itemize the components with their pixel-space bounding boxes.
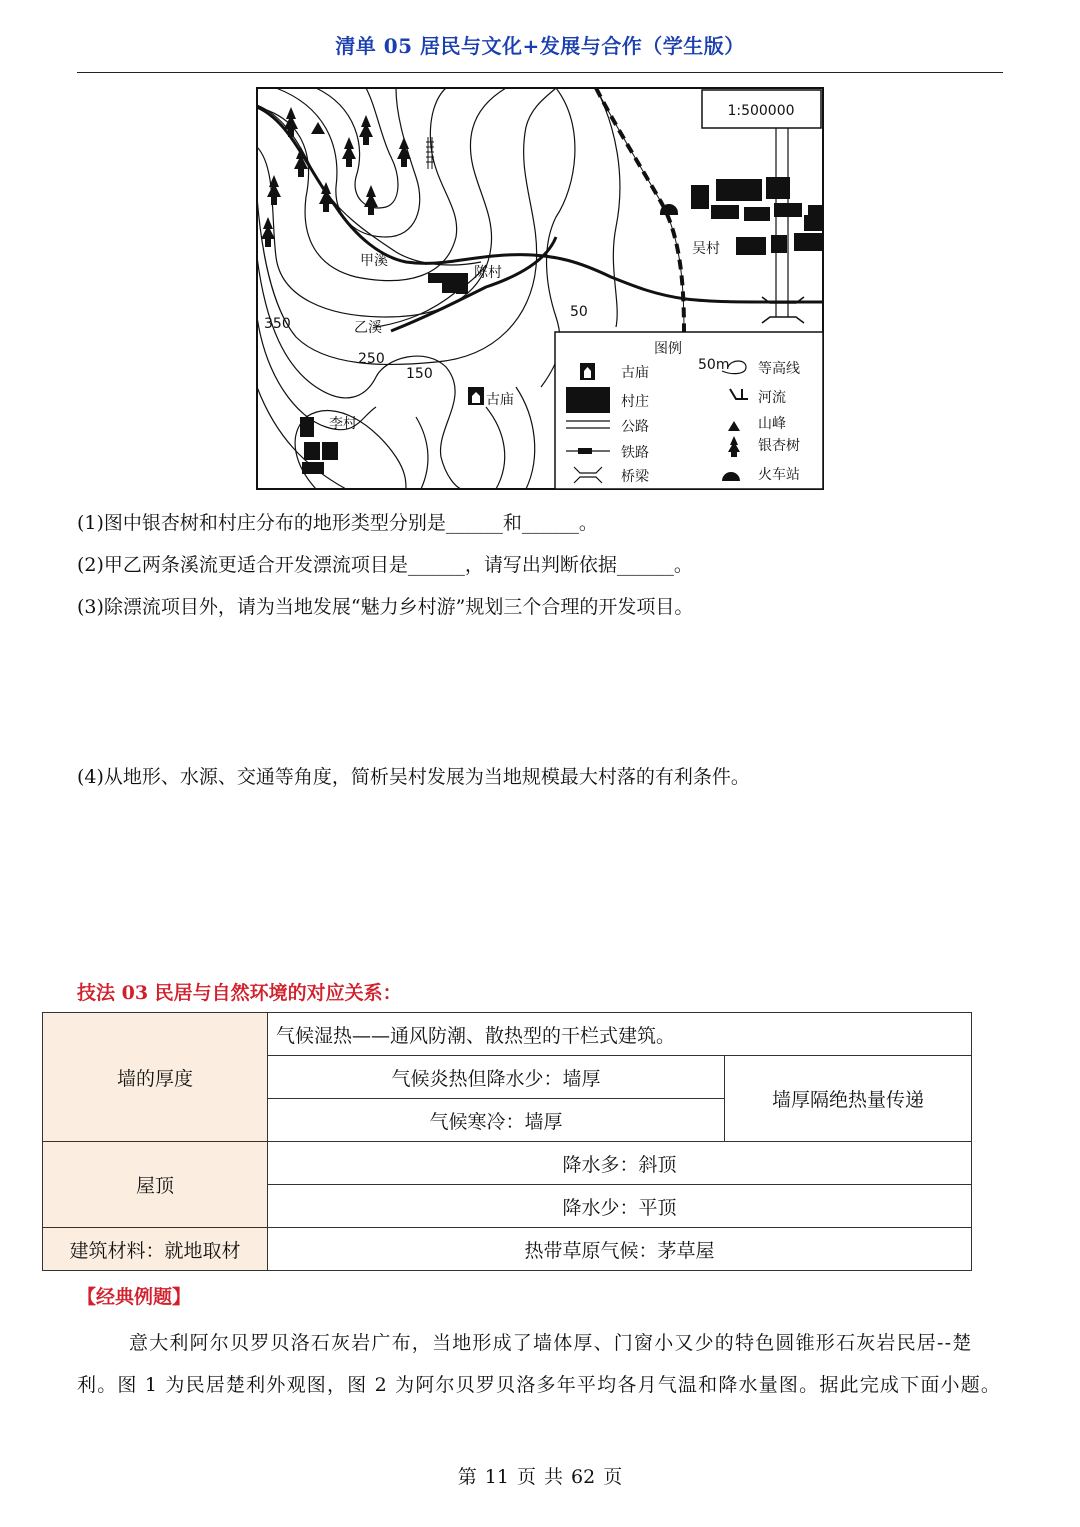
legend-road: 公路: [621, 419, 649, 435]
legend-bridge: 桥梁: [621, 469, 649, 485]
legend-ginkgo: 银杏树: [758, 438, 800, 454]
dwelling-environment-table: [42, 1012, 972, 1271]
cell-wall-note: 墙厚隔绝热量传递: [725, 1056, 972, 1142]
legend-gumiao: 古庙: [621, 365, 649, 381]
legend-peak: 山峰: [758, 416, 786, 432]
topographic-map: [256, 87, 824, 490]
cell-hot-dry: 气候炎热但降水少：墙厚: [268, 1056, 725, 1099]
map-legend: [555, 332, 823, 489]
legend-railway: 铁路: [621, 445, 649, 461]
footer-ye: 页: [516, 1466, 536, 1488]
document-header-title: 清单 05 居民与文化+发展与合作（学生版）: [335, 34, 745, 58]
question-2: (2)甲乙两条溪流更适合开发漂流项目是______，请写出判断依据______。: [77, 554, 693, 576]
footer-total-pages: 62: [571, 1466, 596, 1488]
legend-river: 河流: [758, 390, 786, 406]
legend-title: 图例: [654, 341, 682, 357]
label-contour-50: 50: [570, 304, 588, 320]
question-3: (3)除漂流项目外，请为当地发展“魅力乡村游”规划三个合理的开发项目。: [77, 596, 694, 618]
example-text: 意大利阿尔贝罗贝洛石灰岩广布，当地形成了墙体厚、门窗小又少的特色圆锥形石灰岩民居--楚利。图 1 为民居楚利外观图，图 2 为阿尔贝罗贝洛多年平均各月气温和降水量图。据此完成下面小题。: [77, 1332, 1002, 1396]
cell-roof: 屋顶: [43, 1142, 268, 1228]
header-rule: [77, 72, 1003, 73]
legend-village: 村庄: [621, 394, 649, 410]
page-footer: [0, 1462, 1080, 1489]
label-contour-250: 250: [358, 351, 385, 367]
footer-ye2: 页: [603, 1466, 623, 1488]
label-gumiao: 古庙: [486, 392, 514, 408]
section-title: 技法 03 民居与自然环境的对应关系：: [77, 982, 402, 1004]
footer-page-number: 11: [484, 1466, 509, 1488]
cell-material: 建筑材料：就地取材: [43, 1228, 268, 1271]
legend-contour: 等高线: [758, 361, 800, 377]
example-title: 【经典例题】: [77, 1286, 192, 1308]
cell-roof-flat: 降水少：平顶: [268, 1185, 972, 1228]
cell-roof-sloped: 降水多：斜顶: [268, 1142, 972, 1185]
cell-wall-thickness: 墙的厚度: [43, 1013, 268, 1142]
label-chencun: 陈村: [474, 265, 502, 281]
label-contour-150: 150: [406, 366, 433, 382]
label-wucun: 吴村: [692, 241, 720, 257]
footer-di: 第: [457, 1466, 477, 1488]
question-1: (1)图中银杏树和村庄分布的地形类型分别是______和______。: [77, 512, 598, 534]
label-contour-350: 350: [264, 316, 291, 332]
label-licun: 李村: [329, 416, 357, 432]
footer-gong: 共: [544, 1466, 564, 1488]
label-yixi: 乙溪: [354, 320, 382, 336]
example-paragraph: [77, 1322, 1005, 1406]
question-4: (4)从地形、水源、交通等角度，简析吴村发展为当地规模最大村落的有利条件。: [77, 766, 750, 788]
gumiao-map-symbol: [468, 387, 484, 405]
scale-text: 1:500000: [727, 103, 795, 119]
cell-cold: 气候寒冷：墙厚: [268, 1099, 725, 1142]
legend-station: 火车站: [758, 467, 800, 483]
cell-humid-hot: 气候湿热——通风防潮、散热型的干栏式建筑。: [268, 1013, 972, 1056]
cell-thatch: 热带草原气候：茅草屋: [268, 1228, 972, 1271]
legend-contour-value: 50m: [698, 357, 730, 373]
label-jiaxi: 甲溪: [360, 253, 388, 269]
